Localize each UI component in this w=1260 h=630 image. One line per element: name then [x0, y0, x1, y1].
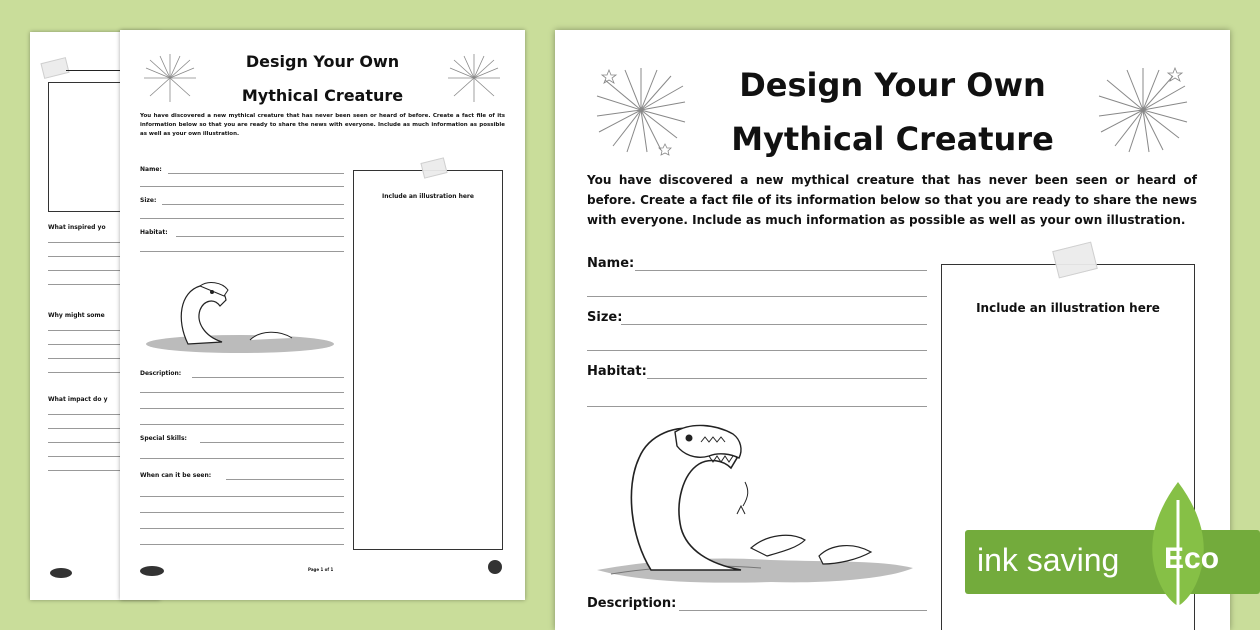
- answer-line: [140, 512, 344, 513]
- special-skills-line: [200, 442, 344, 443]
- name-label: Name:: [587, 256, 635, 271]
- page-title-line-2: Mythical Creature: [241, 86, 404, 105]
- habitat-line: [176, 236, 344, 237]
- answer-line: [140, 392, 344, 393]
- illustration-box: [353, 170, 503, 550]
- description-label: Description:: [587, 596, 677, 611]
- size-label: Size:: [587, 310, 623, 325]
- answer-line: [140, 408, 344, 409]
- page-title-line-1: Design Your Own: [739, 66, 1046, 104]
- answer-line: [587, 296, 927, 297]
- tape-strip: [40, 57, 69, 79]
- illustration-label: Include an illustration here: [976, 301, 1160, 315]
- page-number: Page 1 of 1: [308, 567, 334, 572]
- question-3: What impact do y: [48, 396, 108, 403]
- description-label: Description:: [140, 370, 182, 377]
- name-line: [168, 173, 344, 174]
- question-1: What inspired yo: [48, 224, 106, 231]
- illustration-label: Include an illustration here: [382, 193, 474, 200]
- answer-line: [587, 406, 927, 407]
- habitat-label: Habitat:: [587, 364, 647, 379]
- answer-line: [140, 186, 344, 187]
- question-2: Why might some: [48, 312, 105, 319]
- answer-line: [140, 424, 344, 425]
- answer-line: [587, 350, 927, 351]
- description-line: [679, 610, 927, 611]
- publisher-logo: [50, 568, 72, 578]
- answer-line: [140, 458, 344, 459]
- eco-badge: [965, 470, 1260, 630]
- size-line: [621, 324, 927, 325]
- when-seen-line: [226, 479, 344, 480]
- intro-text: You have discovered a new mythical creature that has never been seen or heard of before. Create a fact file of its information below so that you are ready to share the news with everyone. Include as much information as possible as well as your own illustration.: [587, 173, 1197, 227]
- ink-saving-text: ink saving: [977, 542, 1120, 578]
- answer-line: [140, 544, 344, 545]
- size-label: Size:: [140, 197, 157, 204]
- special-skills-label: Special Skills:: [140, 435, 187, 442]
- sea-serpent-illustration: [591, 410, 921, 590]
- page-title-line-2: Mythical Creature: [731, 120, 1054, 158]
- eco-label: Eco: [1164, 542, 1220, 575]
- habitat-line: [647, 378, 927, 379]
- habitat-label: Habitat:: [140, 229, 168, 236]
- intro-text: You have discovered a new mythical creature that has never been seen or heard of before. Create a fact file of its information below so that you are ready to share the news with everyone. Include as much information as possible as well as your own illustration.: [140, 113, 505, 137]
- size-line: [162, 204, 344, 205]
- answer-line: [140, 251, 344, 252]
- page-title-line-1: Design Your Own: [245, 52, 400, 71]
- name-label: Name:: [140, 166, 162, 173]
- sea-serpent-illustration: [140, 256, 340, 356]
- publisher-badge-icon: [488, 560, 502, 574]
- worksheet-page-middle: [120, 30, 525, 600]
- answer-line: [140, 528, 344, 529]
- answer-line: [140, 496, 344, 497]
- description-line: [192, 377, 344, 378]
- when-seen-label: When can it be seen:: [140, 472, 212, 479]
- name-line: [635, 270, 927, 271]
- answer-line: [140, 218, 344, 219]
- publisher-logo: [140, 566, 164, 576]
